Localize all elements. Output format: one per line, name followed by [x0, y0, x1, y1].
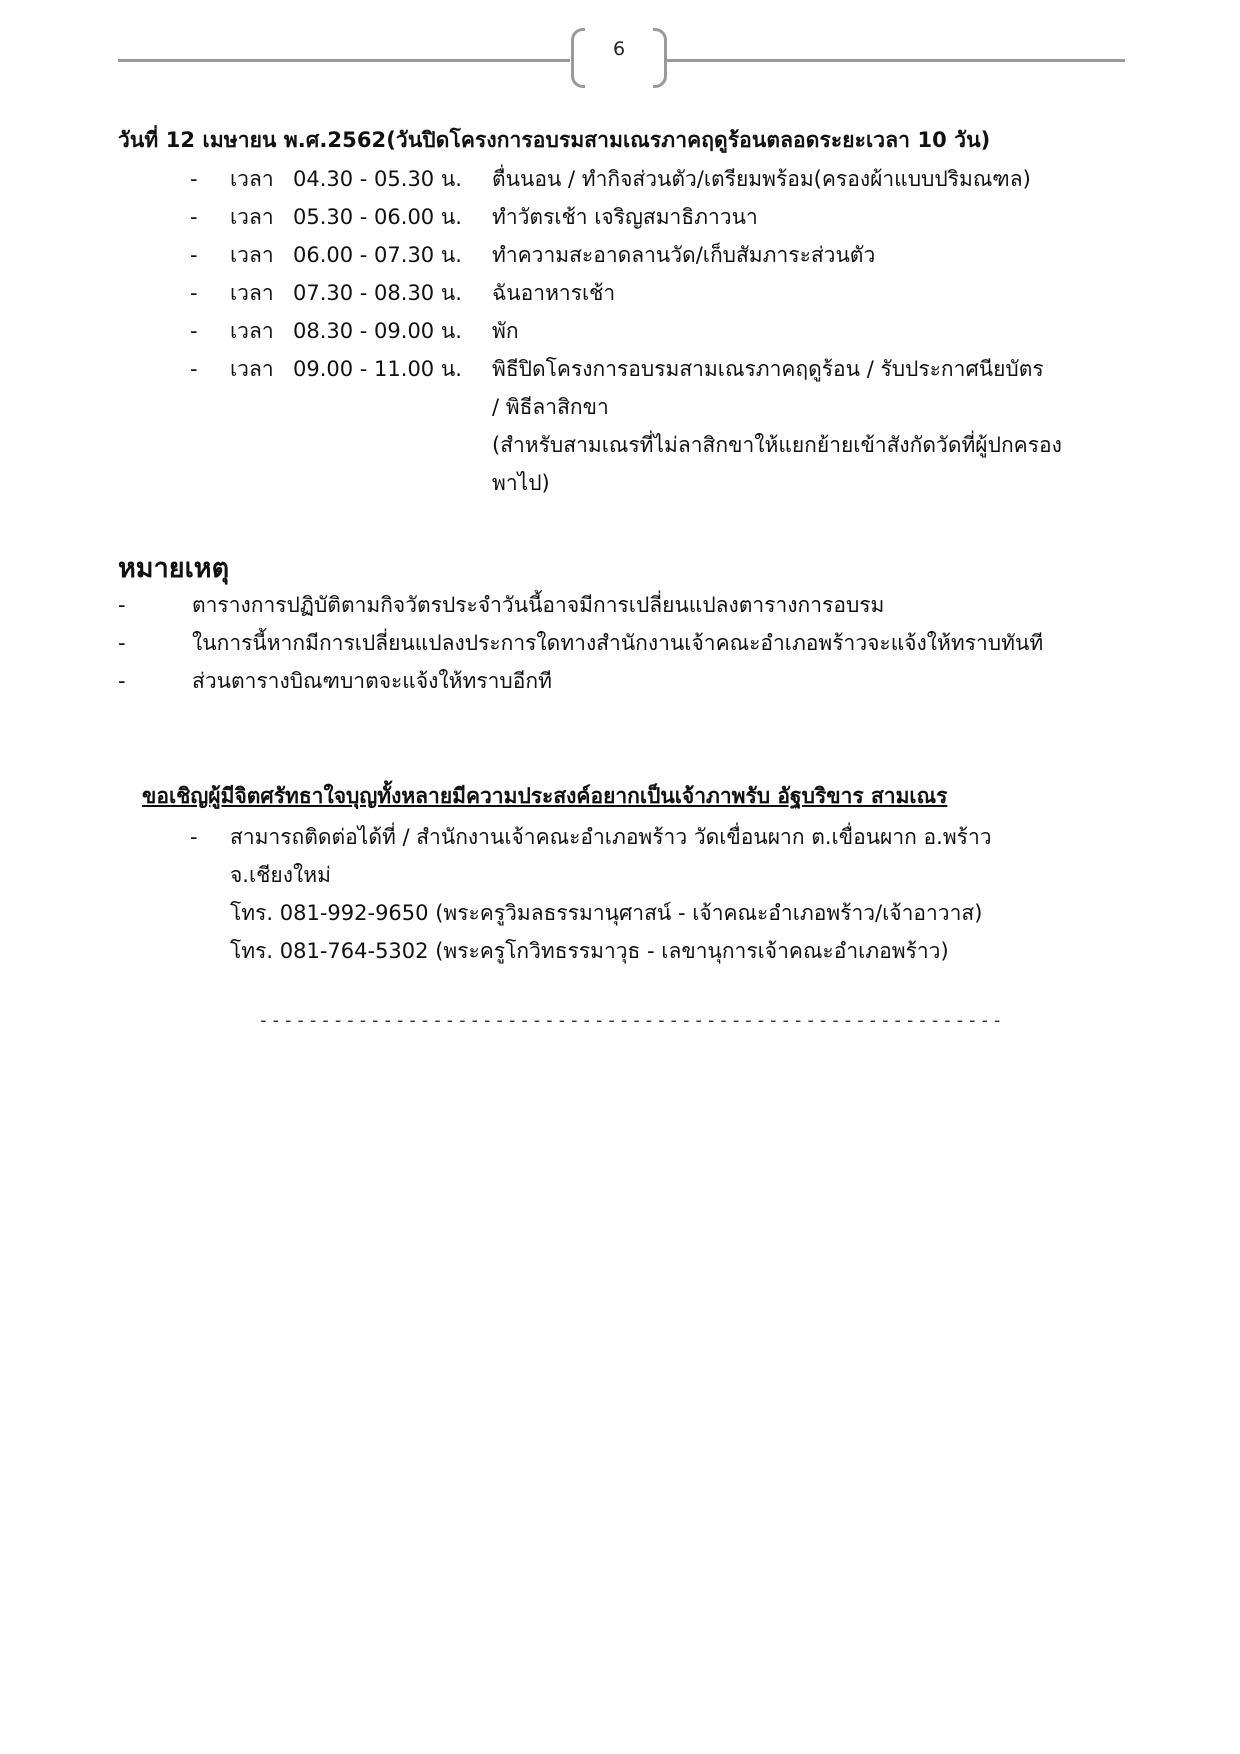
time-range: 06.00 - 07.30 น.: [293, 243, 462, 267]
activity: [492, 350, 1112, 502]
bullet-dash: -: [118, 669, 126, 693]
schedule-title: วันที่ 12 เมษายน พ.ศ.2562(วันปิดโครงการอบรมสามเณรภาคฤดูร้อนตลอดระยะเวลา 10 วัน): [118, 128, 991, 152]
activity-line: / พิธีลาสิกขา: [492, 395, 609, 419]
schedule-row: [190, 312, 1120, 350]
contact-body: [230, 818, 1120, 970]
activity: [492, 160, 1112, 198]
bullet-dash: -: [190, 243, 198, 267]
note-item: [118, 586, 1118, 624]
page-number-bracket-left: [571, 28, 585, 88]
schedule-row: [190, 274, 1120, 312]
page-number: 6: [612, 38, 626, 60]
activity-line: พัก: [492, 319, 519, 343]
note-item: [118, 662, 1118, 700]
time-range: 05.30 - 06.00 น.: [293, 205, 462, 229]
bullet-dash: -: [190, 319, 198, 343]
bullet-dash: -: [190, 825, 198, 849]
bullet-dash: -: [190, 357, 198, 381]
note-item: [118, 624, 1118, 662]
page-number-bracket-right: [653, 28, 667, 88]
note-text: ตารางการปฏิบัติตามกิจวัตรประจำวันนี้อาจมีการเปลี่ยนแปลงตารางการอบรม: [192, 593, 885, 617]
time-label: เวลา: [230, 205, 274, 229]
time-range: 09.00 - 11.00 น.: [293, 357, 462, 381]
notes-list: [118, 586, 1118, 700]
bullet-dash: -: [190, 167, 198, 191]
contact-phone: โทร. 081-764-5302 (พระครูโกวิทธรรมาวุธ - เลขานุการเจ้าคณะอำเภอพร้าว): [230, 939, 949, 963]
bullet-dash: -: [118, 593, 126, 617]
time-label: เวลา: [230, 319, 274, 343]
contact-block: [190, 818, 1120, 970]
activity-line: ตื่นนอน / ทำกิจส่วนตัว/เตรียมพร้อม(ครองผ้าแบบปริมณฑล): [492, 167, 1031, 191]
note-text: ในการนี้หากมีการเปลี่ยนแปลงประการใดทางสำนักงานเจ้าคณะอำเภอพร้าวจะแจ้งให้ทราบทันที: [192, 631, 1044, 655]
time-range: 07.30 - 08.30 น.: [293, 281, 462, 305]
header-rule-left: [118, 59, 570, 62]
bullet-dash: -: [190, 281, 198, 305]
bullet-dash: -: [190, 205, 198, 229]
contact-phone: โทร. 081-992-9650 (พระครูวิมลธรรมานุศาสน์ - เจ้าคณะอำเภอพร้าว/เจ้าอาวาส): [230, 901, 983, 925]
activity: [492, 236, 1112, 274]
time-range: 08.30 - 09.00 น.: [293, 319, 462, 343]
contact-address: สามารถติดต่อได้ที่ / สำนักงานเจ้าคณะอำเภอพร้าว วัดเขื่อนผาก ต.เขื่อนผาก อ.พร้าว: [230, 825, 992, 849]
schedule-list: [190, 160, 1120, 502]
note-text: ส่วนตารางบิณฑบาตจะแจ้งให้ทราบอีกที: [192, 669, 552, 693]
activity-line: ทำความสะอาดลานวัด/เก็บสัมภาระส่วนตัว: [492, 243, 876, 267]
notes-heading: หมายเหตุ: [118, 553, 230, 584]
schedule-row: [190, 198, 1120, 236]
contact-province: จ.เชียงใหม่: [230, 863, 331, 887]
time-range: 04.30 - 05.30 น.: [293, 167, 462, 191]
time-label: เวลา: [230, 243, 274, 267]
schedule-row: [190, 350, 1120, 502]
schedule-row: [190, 160, 1120, 198]
activity: [492, 312, 1112, 350]
time-label: เวลา: [230, 281, 274, 305]
time-label: เวลา: [230, 167, 274, 191]
bullet-dash: -: [118, 631, 126, 655]
activity-line: ทำวัตรเช้า เจริญสมาธิภาวนา: [492, 205, 758, 229]
time-label: เวลา: [230, 357, 274, 381]
schedule-row: [190, 236, 1120, 274]
header-rule-right: [666, 59, 1125, 62]
dashed-divider: ------------------------------------------------------------: [258, 1010, 1005, 1031]
activity: [492, 274, 1112, 312]
activity-line: พาไป): [492, 471, 550, 495]
invitation-heading: ขอเชิญผู้มีจิตศรัทธาใจบุญทั้งหลายมีความประสงค์อยากเป็นเจ้าภาพรับ อัฐบริขาร สามเณร: [142, 784, 948, 808]
activity-line: (สำหรับสามเณรที่ไม่ลาสิกขาให้แยกย้ายเข้าสังกัดวัดที่ผู้ปกครอง: [492, 433, 1062, 457]
activity-line: ฉันอาหารเช้า: [492, 281, 616, 305]
activity-line: พิธีปิดโครงการอบรมสามเณรภาคฤดูร้อน / รับประกาศนียบัตร: [492, 357, 1044, 381]
activity: [492, 198, 1112, 236]
